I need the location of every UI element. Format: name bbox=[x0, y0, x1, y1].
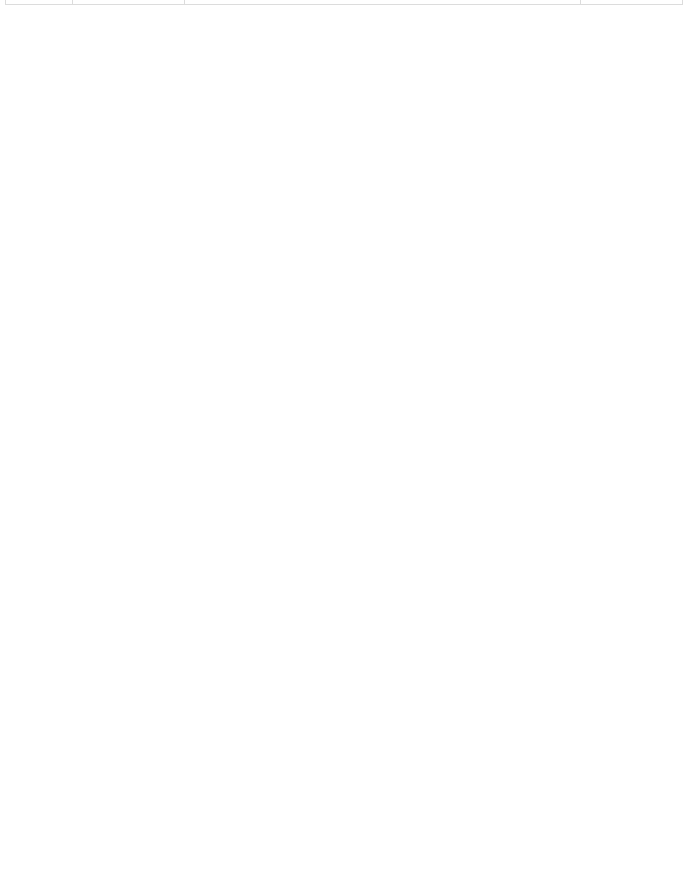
cutoff-item-cell bbox=[185, 0, 581, 5]
cutoff-number-cell bbox=[6, 0, 73, 5]
cutoff-code-cell bbox=[581, 0, 683, 5]
table-body bbox=[6, 0, 683, 5]
cutoff-category-cell bbox=[73, 0, 185, 5]
special-equipment-table bbox=[5, 0, 683, 5]
table-container bbox=[0, 0, 686, 5]
cutoff-row bbox=[6, 0, 683, 5]
